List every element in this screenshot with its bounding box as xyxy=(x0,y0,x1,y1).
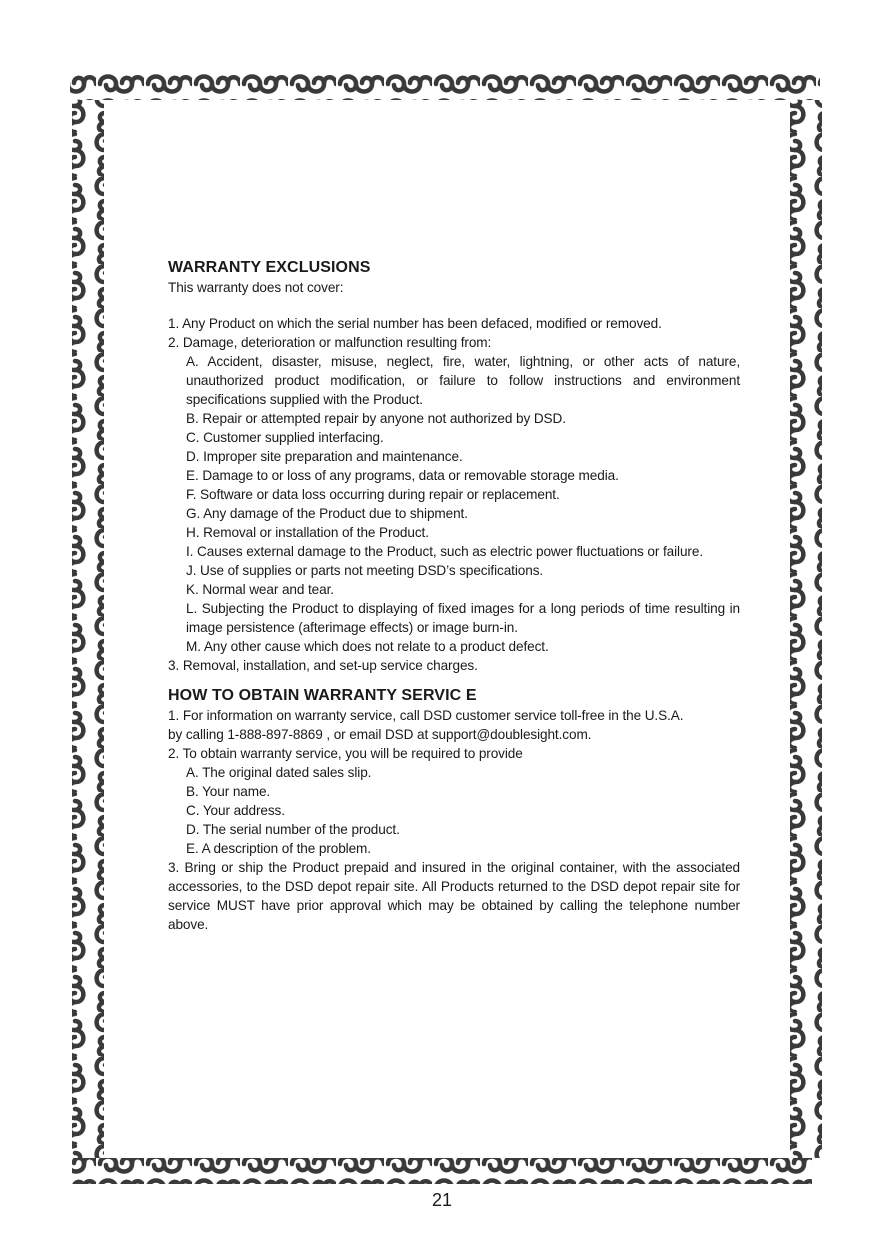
service-item-1-line-2: by calling 1-888-897-8869 , or email DSD at support@doublesight.com. xyxy=(168,727,592,742)
exclusion-sub-item: L. Subjecting the Product to displaying of fixed images for a long periods of time resulting in image persistence (afterimage effects) or image burn-in. xyxy=(186,601,740,635)
service-item-1-line-1: 1. For information on warranty service, call DSD customer service toll-free in the U.S.A. xyxy=(168,708,684,723)
exclusion-sub-item: A. Accident, disaster, misuse, neglect, fire, water, lightning, or other acts of nature, unauthorized product modification, or failure to follow instructions and environment specifications supplied with the Product. xyxy=(186,354,740,407)
service-sub-item: C. Your address. xyxy=(186,803,285,818)
service-sub-list xyxy=(168,763,740,858)
warranty-service-section xyxy=(168,686,740,934)
exclusion-sub-item: K. Normal wear and tear. xyxy=(186,582,334,597)
exclusion-sub-item: B. Repair or attempted repair by anyone not authorized by DSD. xyxy=(186,411,566,426)
exclusion-sub-item: M. Any other cause which does not relate to a product defect. xyxy=(186,639,549,654)
exclusion-sub-item: C. Customer supplied interfacing. xyxy=(186,430,384,445)
exclusion-sub-item: H. Removal or installation of the Product. xyxy=(186,525,429,540)
exclusion-sub-item: G. Any damage of the Product due to shipment. xyxy=(186,506,468,521)
exclusion-sub-list xyxy=(168,352,740,656)
exclusion-sub-item: J. Use of supplies or parts not meeting DSD’s specifications. xyxy=(186,563,544,578)
exclusion-sub-item: E. Damage to or loss of any programs, data or removable storage media. xyxy=(186,468,619,483)
warranty-exclusions-section xyxy=(168,258,740,675)
warranty-content xyxy=(168,258,740,934)
border-left xyxy=(72,100,104,1158)
service-sub-item: B. Your name. xyxy=(186,784,271,799)
exclusions-intro: This warranty does not cover: xyxy=(168,280,344,295)
service-item-2: 2. To obtain warranty service, you will be required to provide xyxy=(168,746,523,761)
exclusion-item-3: 3. Removal, installation, and set-up service charges. xyxy=(168,658,478,673)
border-right xyxy=(790,100,822,1158)
exclusion-sub-item: D. Improper site preparation and maintenance. xyxy=(186,449,463,464)
section-heading-exclusions: WARRANTY EXCLUSIONS xyxy=(168,259,371,276)
border-bottom xyxy=(72,1158,812,1184)
exclusion-sub-item: F. Software or data loss occurring during repair or replacement. xyxy=(186,487,560,502)
exclusion-item-1: 1. Any Product on which the serial number has been defaced, modified or removed. xyxy=(168,316,662,331)
exclusion-sub-item: I. Causes external damage to the Product, such as electric power fluctuations or failure. xyxy=(186,544,703,559)
service-sub-item: E. A description of the problem. xyxy=(186,841,371,856)
page-number: 21 xyxy=(431,1190,453,1210)
service-sub-item: D. The serial number of the product. xyxy=(186,822,400,837)
service-sub-item: A. The original dated sales slip. xyxy=(186,765,372,780)
service-item-3: 3. Bring or ship the Product prepaid and insured in the original container, with the associated accessories, to the DSD depot repair site. All Products returned to the DSD depot repair site for service MUST have prior approval which may be obtained by calling the telephone number above. xyxy=(168,860,740,932)
border-top xyxy=(70,74,820,100)
exclusion-item-2: 2. Damage, deterioration or malfunction resulting from: xyxy=(168,335,492,350)
section-heading-service: HOW TO OBTAIN WARRANTY SERVIC E xyxy=(168,687,477,704)
